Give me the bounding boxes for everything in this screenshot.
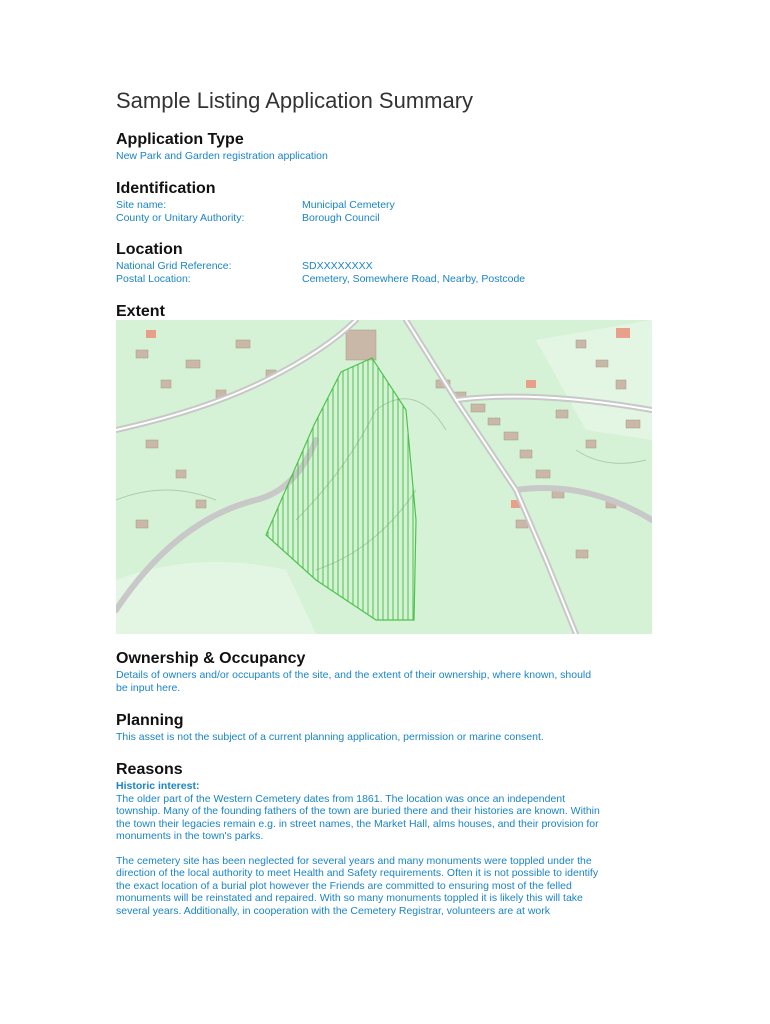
extent-heading: Extent — [116, 303, 165, 320]
reasons-p1-line: township. Many of the founding fathers of the town are buried there and their histories are known. Within — [116, 805, 600, 817]
location-row-postal — [116, 273, 652, 286]
application-type-value: New Park and Garden registration application — [116, 150, 328, 162]
authority-label: County or Unitary Authority: — [116, 211, 245, 224]
postal-location-value: Cemetery, Somewhere Road, Nearby, Postcode — [302, 272, 526, 285]
location-row-grid — [116, 260, 652, 273]
document-title: Sample Listing Application Summary — [116, 88, 474, 113]
reasons-paragraph-2 — [116, 855, 652, 918]
identification-row-site — [116, 199, 652, 212]
site-name-label: Site name: — [116, 199, 167, 211]
reasons-p1-line: the town their legacies remain e.g. in street names, the Market Hall, alms houses, and their provision for — [116, 817, 599, 830]
historic-interest-subheading: Historic interest: — [116, 780, 200, 792]
planning-text: This asset is not the subject of a current planning application, permission or marine consent. — [116, 731, 544, 743]
reasons-body — [116, 780, 652, 917]
reasons-p2-line: several years. Additionally, in cooperation with the Cemetery Registrar, volunteers are at work — [116, 904, 551, 917]
location-heading: Location — [116, 241, 183, 258]
location-table — [116, 260, 652, 285]
postal-location-label: Postal Location: — [116, 272, 191, 285]
extent-map-image — [116, 320, 652, 634]
application-type-heading: Application Type — [116, 131, 244, 148]
identification-heading: Identification — [116, 180, 216, 197]
extent-map — [116, 320, 652, 634]
reasons-p1-line: The older part of the Western Cemetery dates from 1861. The location was once an independent — [116, 792, 566, 805]
identification-table — [116, 199, 652, 224]
reasons-heading: Reasons — [116, 761, 183, 778]
reasons-paragraph-1 — [116, 793, 652, 843]
ownership-text — [116, 669, 652, 694]
ownership-heading: Ownership & Occupancy — [116, 650, 306, 667]
ownership-line-2: be input here. — [116, 681, 181, 694]
reasons-p2-line: monuments will be reinstated and repaired. With so many monuments toppled it is likely this will take — [116, 892, 583, 904]
reasons-p2-line: The cemetery site has been neglected for several years and many monuments were toppled under the — [116, 854, 592, 867]
reasons-p1-line: monuments in the town's parks. — [116, 830, 264, 842]
identification-row-authority — [116, 212, 652, 225]
reasons-p2-line: direction of the local authority to meet Health and Safety requirements. Often it is not possible to identify — [116, 867, 599, 879]
grid-ref-label: National Grid Reference: — [116, 260, 232, 272]
authority-value: Borough Council — [302, 211, 380, 224]
reasons-p2-line: the exact location of a burial plot however the Friends are committed to ensuring most of the felled — [116, 879, 572, 892]
ownership-line-1: Details of owners and/or occupants of the site, and the extent of their ownership, where known, should — [116, 669, 592, 681]
grid-ref-value: SDXXXXXXXX — [302, 260, 373, 272]
planning-heading: Planning — [116, 712, 184, 729]
site-name-value: Municipal Cemetery — [302, 199, 395, 211]
